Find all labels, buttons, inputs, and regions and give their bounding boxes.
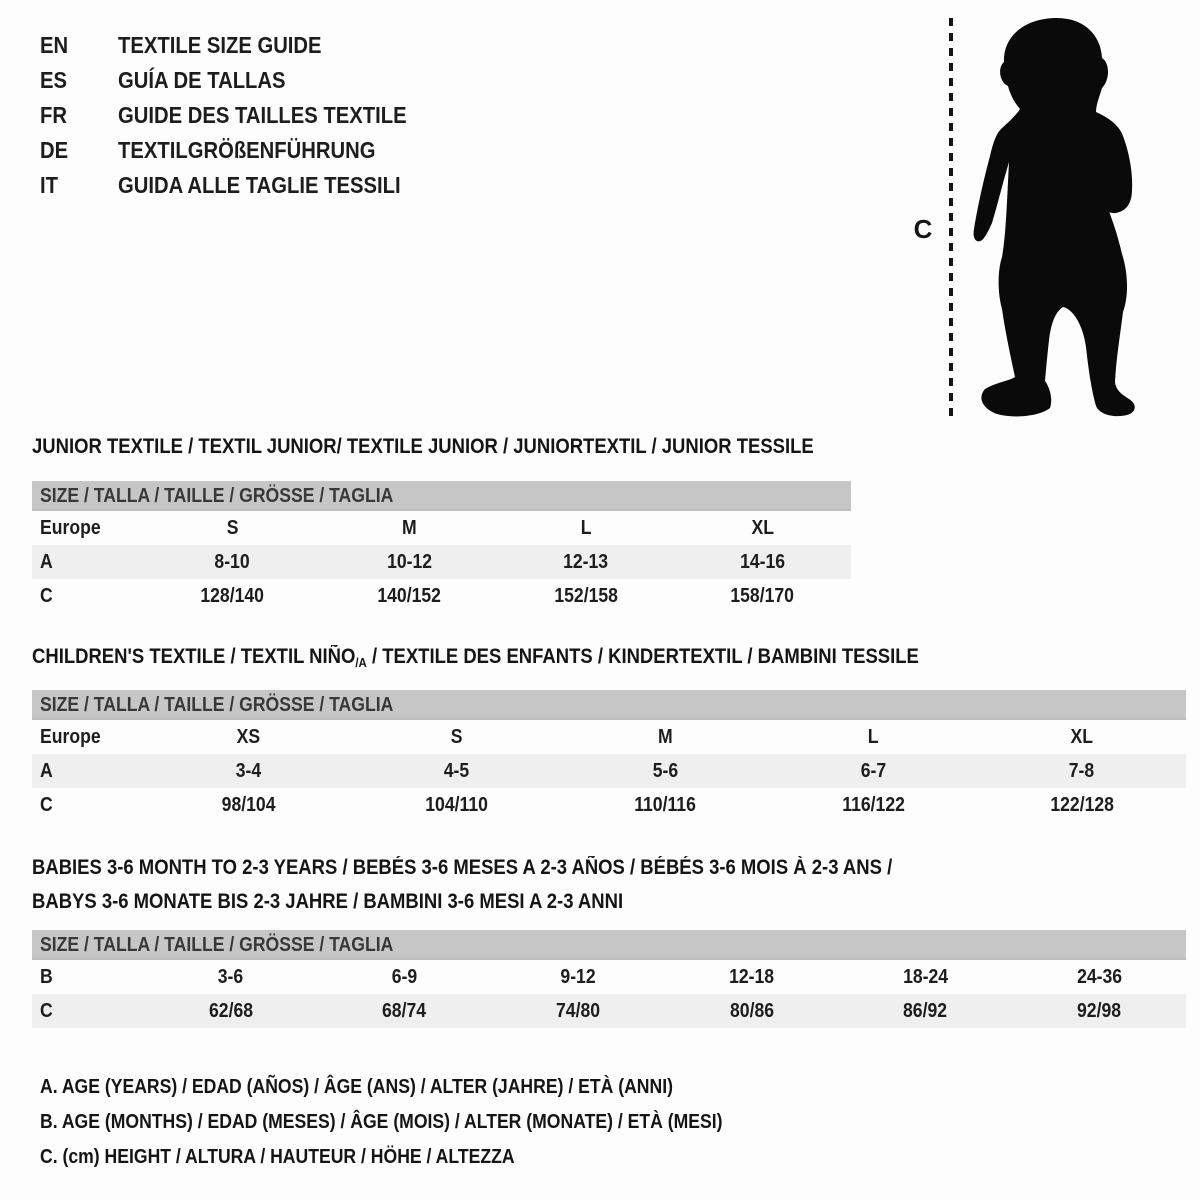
language-row: [40, 168, 446, 203]
size-cell: [321, 579, 498, 613]
size-cell-text: 98/104: [221, 794, 276, 816]
size-cell: [978, 788, 1186, 822]
table-row: [32, 788, 1186, 822]
size-section-children: [32, 640, 1186, 822]
size-table: [32, 481, 851, 613]
size-cell-text: 3-6: [218, 966, 244, 988]
size-cell-text: 62/68: [208, 1000, 253, 1022]
size-cell-text: 10-12: [386, 551, 432, 573]
size-cell: [674, 579, 851, 613]
legend-line: [40, 1140, 816, 1175]
size-cell-text: 24-36: [1076, 966, 1122, 988]
size-cell-text: 12-18: [729, 966, 775, 988]
size-cell: [144, 545, 321, 579]
row-label: [32, 788, 144, 822]
language-title: GUÍA DE TALLAS: [118, 67, 286, 93]
size-cell: [498, 511, 675, 545]
size-cell-text: 80/86: [729, 1000, 774, 1022]
legend: [40, 1070, 816, 1175]
row-label: [32, 579, 144, 613]
size-table: [32, 690, 1186, 822]
section-title-text: JUNIOR TEXTILE / TEXTIL JUNIOR/ TEXTILE JUNIOR / JUNIORTEXTIL / JUNIOR TESSILE: [32, 435, 814, 458]
table-row: [32, 994, 1186, 1028]
size-cell-text: 14-16: [740, 551, 786, 573]
section-title: [32, 885, 1186, 919]
row-label-text: C: [40, 585, 53, 607]
size-cell: [321, 511, 498, 545]
size-cell-text: 6-7: [860, 760, 887, 782]
size-header-text: SIZE / TALLA / TAILLE / GRÖSSE / TAGLIA: [40, 694, 394, 716]
row-label-text: B: [40, 966, 53, 988]
size-cell: [498, 579, 675, 613]
size-cell: [321, 545, 498, 579]
size-cell: [144, 720, 352, 754]
size-header-bar: [32, 690, 1186, 720]
section-title: [32, 430, 851, 464]
table-row: [32, 579, 851, 613]
row-label-text: Europe: [40, 726, 101, 748]
table-row: [32, 960, 1186, 994]
size-header-text: SIZE / TALLA / TAILLE / GRÖSSE / TAGLIA: [40, 934, 394, 956]
row-label-text: A: [40, 551, 53, 573]
size-cell: [498, 545, 675, 579]
row-label-text: A: [40, 760, 53, 782]
size-cell-text: 140/152: [377, 585, 441, 607]
size-cell: [144, 579, 321, 613]
size-cell-text: 86/92: [903, 1000, 948, 1022]
size-cell: [839, 994, 1013, 1028]
size-cell: [491, 960, 665, 994]
table-row: [32, 511, 851, 545]
row-label: [32, 754, 144, 788]
size-cell-text: 92/98: [1077, 1000, 1122, 1022]
size-cell-text: L: [580, 517, 592, 539]
size-cell-text: L: [868, 726, 879, 748]
size-cell-text: 158/170: [730, 585, 795, 607]
row-label: [32, 994, 144, 1028]
size-cell: [978, 720, 1186, 754]
size-cell-text: 110/116: [634, 794, 696, 816]
row-label: [32, 960, 144, 994]
size-cell: [769, 754, 977, 788]
size-cell: [561, 720, 769, 754]
table-row: [32, 754, 1186, 788]
size-cell-text: XS: [236, 726, 260, 748]
language-code: FR: [40, 102, 67, 128]
language-title-list: [40, 28, 446, 203]
size-cell: [839, 960, 1013, 994]
section-title: [32, 640, 1186, 674]
section-title-text: BABYS 3-6 MONATE BIS 2-3 JAHRE / BAMBINI 3-6 MESI A 2-3 ANNI: [32, 890, 624, 913]
size-cell: [318, 960, 492, 994]
size-cell: [665, 960, 839, 994]
size-cell: [769, 720, 977, 754]
size-cell: [769, 788, 977, 822]
size-cell-text: 12-13: [563, 551, 609, 573]
language-row: [40, 28, 446, 63]
legend-line: [40, 1070, 816, 1105]
size-header-bar: [32, 930, 1186, 960]
table-row: [32, 545, 851, 579]
size-cell-text: 68/74: [382, 1000, 427, 1022]
size-cell-text: 6-9: [391, 966, 418, 988]
language-row: [40, 98, 446, 133]
size-cell-text: 74/80: [556, 1000, 601, 1022]
size-cell: [144, 960, 318, 994]
language-row: [40, 63, 446, 98]
size-cell-text: 3-4: [235, 760, 261, 782]
legend-line-text: C. (cm) HEIGHT / ALTURA / HAUTEUR / HÖHE / ALTEZZA: [40, 1146, 515, 1168]
size-header-bar: [32, 481, 851, 511]
size-cell-text: 9-12: [560, 966, 596, 988]
row-label-text: Europe: [40, 517, 101, 539]
size-cell: [144, 994, 318, 1028]
size-cell-text: XL: [751, 517, 774, 539]
size-cell-text: 122/128: [1050, 794, 1114, 816]
size-cell-text: 128/140: [200, 585, 265, 607]
size-cell-text: M: [401, 517, 417, 539]
size-cell-text: 152/158: [554, 585, 618, 607]
size-cell: [561, 754, 769, 788]
size-cell: [144, 511, 321, 545]
size-cell-text: XL: [1070, 726, 1094, 748]
language-title: GUIDE DES TAILLES TEXTILE: [118, 102, 407, 128]
row-label: [32, 545, 144, 579]
size-cell: [352, 788, 560, 822]
size-cell: [978, 754, 1186, 788]
size-section-babies: [32, 851, 1186, 1028]
size-section-junior: [32, 430, 851, 613]
size-cell: [561, 788, 769, 822]
language-code: ES: [40, 67, 68, 93]
language-code: IT: [40, 172, 58, 198]
height-measure-label: C: [913, 214, 933, 244]
size-cell-text: 8-10: [214, 551, 250, 573]
legend-line-text: A. AGE (YEARS) / EDAD (AÑOS) / ÂGE (ANS) / ALTER (JAHRE) / ETÀ (ANNI): [40, 1076, 673, 1098]
size-cell: [674, 545, 851, 579]
size-cell-text: S: [226, 517, 239, 539]
row-label-text: C: [40, 1000, 53, 1022]
row-label: [32, 720, 144, 754]
size-cell: [491, 994, 665, 1028]
legend-line: [40, 1105, 816, 1140]
size-header-text: SIZE / TALLA / TAILLE / GRÖSSE / TAGLIA: [40, 485, 394, 507]
size-cell: [1012, 994, 1186, 1028]
size-cell-text: 4-5: [443, 760, 470, 782]
size-cell: [352, 720, 560, 754]
size-cell: [318, 994, 492, 1028]
section-title-text: BABIES 3-6 MONTH TO 2-3 YEARS / BEBÉS 3-6 MESES A 2-3 AÑOS / BÉBÉS 3-6 MOIS À 2-3 ANS /: [32, 856, 893, 879]
table-row: [32, 720, 1186, 754]
size-cell-text: S: [450, 726, 463, 748]
size-cell: [144, 788, 352, 822]
row-label-text: C: [40, 794, 53, 816]
size-cell-text: 104/110: [425, 794, 488, 816]
language-title: TEXTILE SIZE GUIDE: [118, 32, 322, 58]
language-title: GUIDA ALLE TAGLIE TESSILI: [118, 172, 401, 198]
language-code: DE: [40, 137, 69, 163]
section-title: [32, 851, 1186, 885]
section-title-subscript: /A: [355, 655, 367, 670]
language-title: TEXTILGRÖßENFÜHRUNG: [118, 137, 376, 163]
size-cell-text: 18-24: [903, 966, 949, 988]
size-cell-text: 5-6: [652, 760, 678, 782]
section-title-text: CHILDREN'S TEXTILE / TEXTIL $NIÑO_{/A}$ / TEXTILE DES ENFANTS / KINDERTEXTIL / BAMBINI TESSILE: [32, 645, 919, 670]
size-cell-text: 116/122: [842, 794, 905, 816]
size-table: [32, 930, 1186, 1028]
size-cell-text: 7-8: [1069, 760, 1095, 782]
size-cell: [674, 511, 851, 545]
size-cell: [144, 754, 352, 788]
size-cell: [1012, 960, 1186, 994]
legend-line-text: B. AGE (MONTHS) / EDAD (MESES) / ÂGE (MOIS) / ALTER (MONATE) / ETÀ (MESI): [40, 1111, 723, 1133]
toddler-silhouette: [974, 18, 1135, 416]
size-cell: [352, 754, 560, 788]
language-code: EN: [40, 32, 69, 58]
size-cell-text: M: [657, 726, 673, 748]
row-label: [32, 511, 144, 545]
size-cell: [665, 994, 839, 1028]
language-row: [40, 133, 446, 168]
